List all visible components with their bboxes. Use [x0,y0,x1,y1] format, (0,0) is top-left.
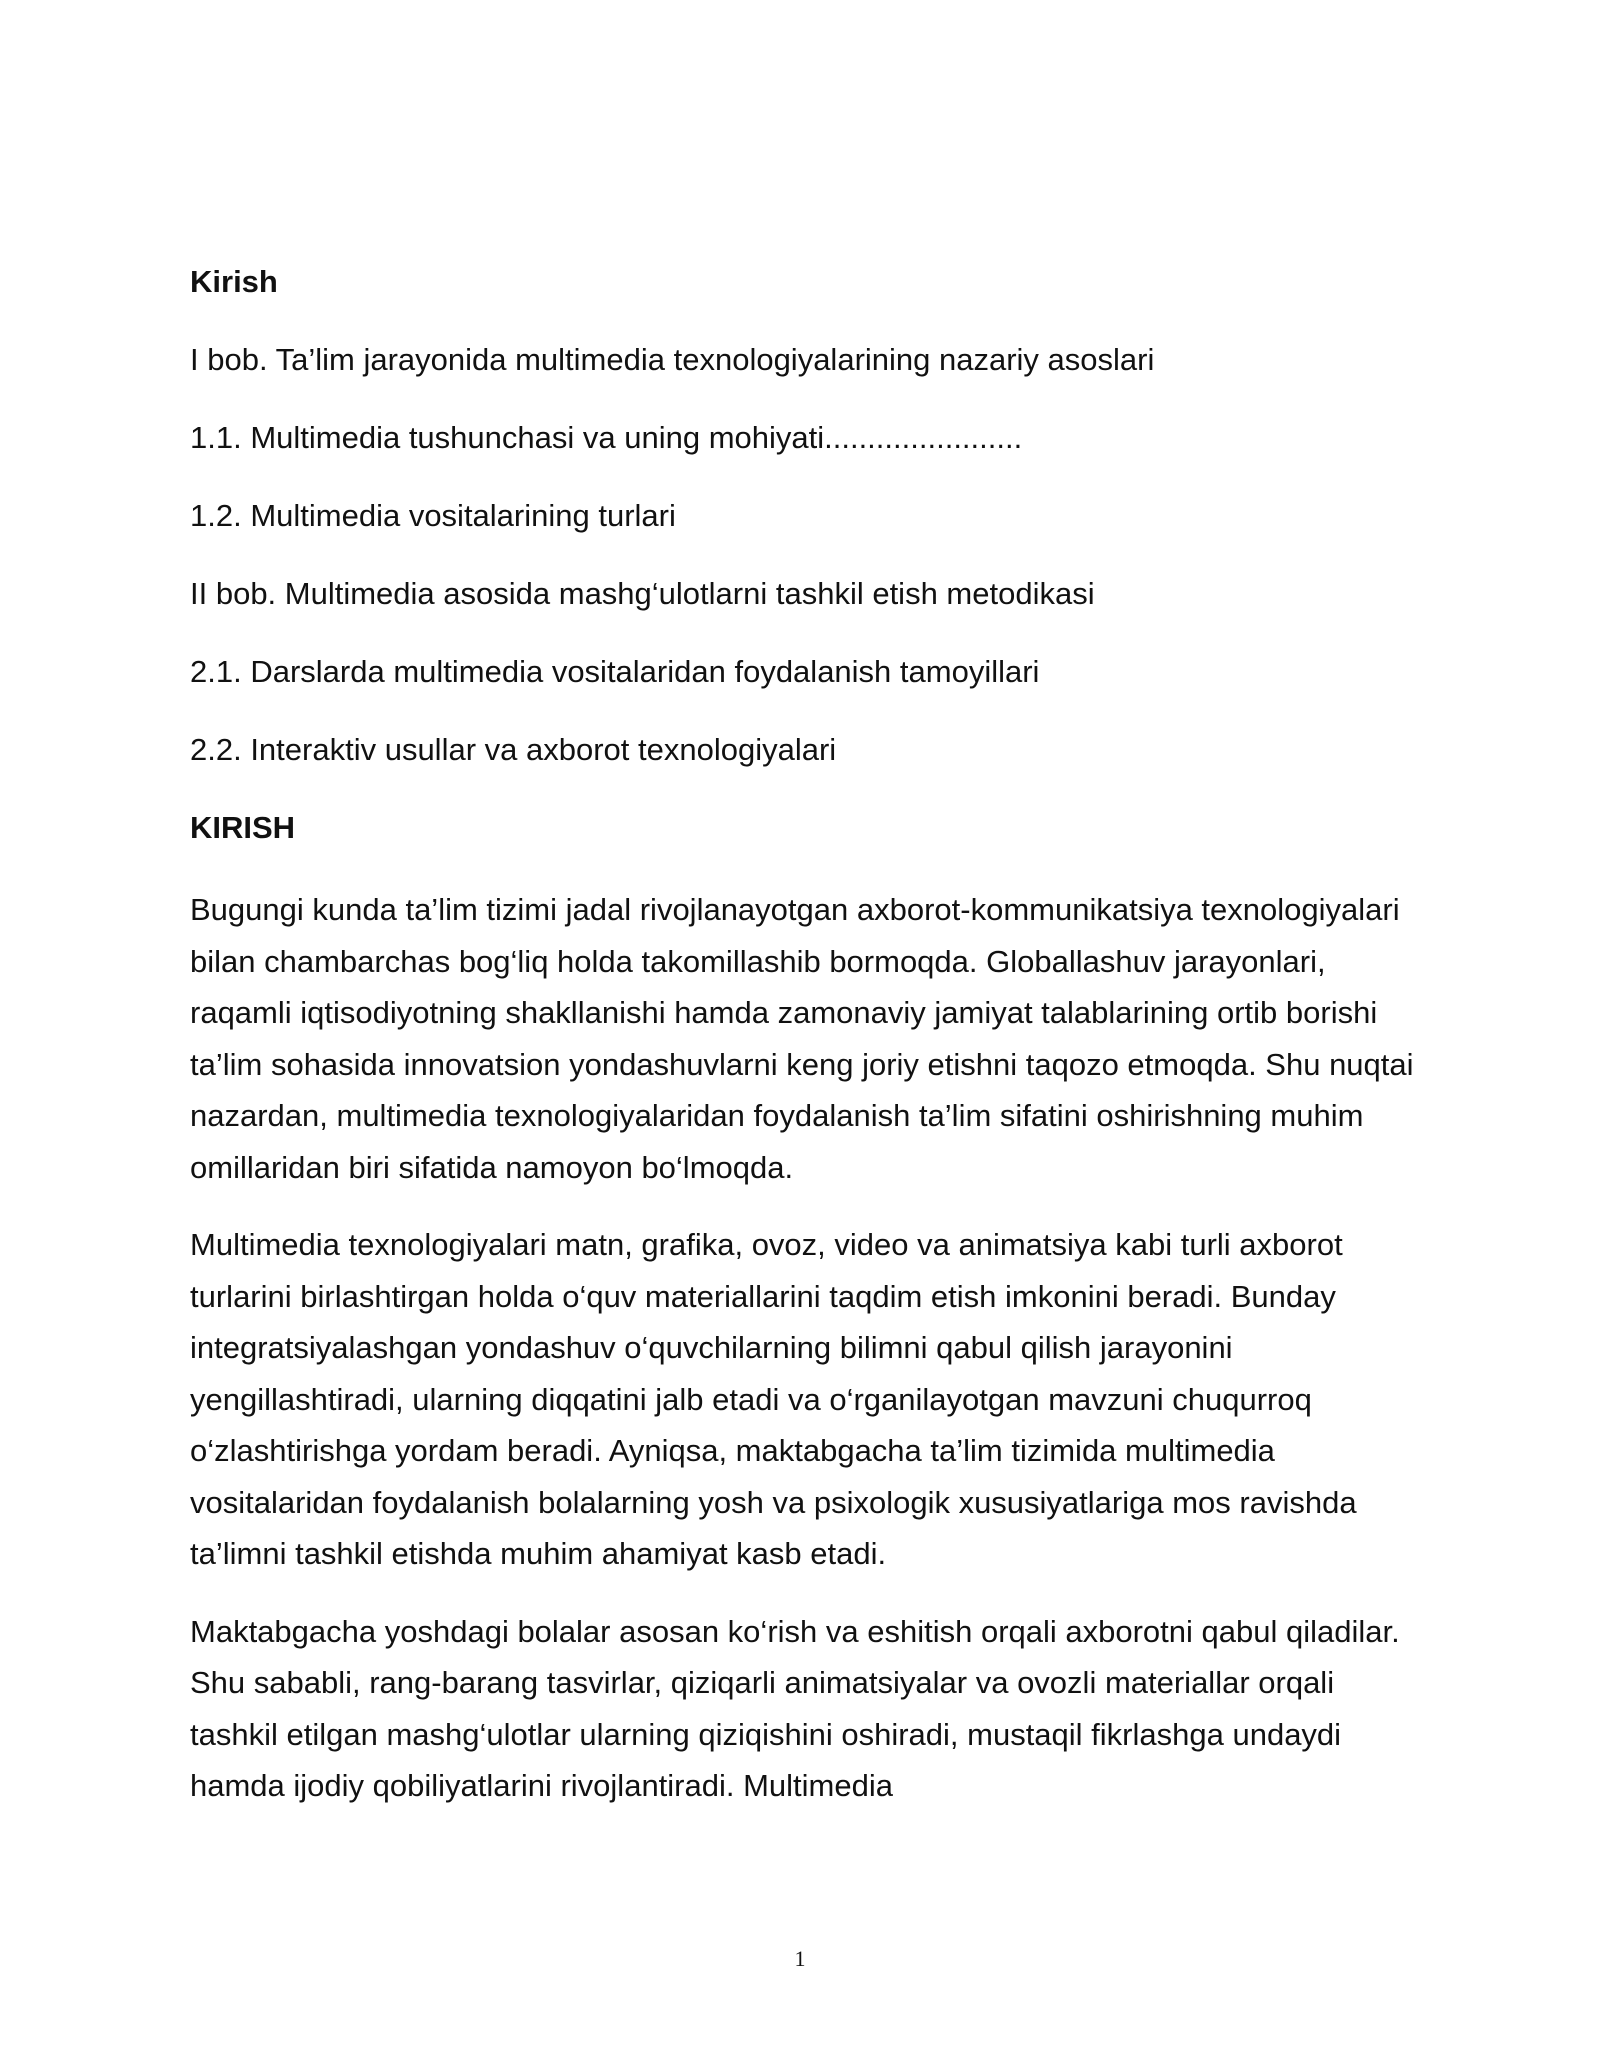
table-of-contents [190,340,1430,770]
toc-item-chapter-2: II bob. Multimedia asosida mashg‘ulotlarni tashkil etish metodikasi [190,576,1095,611]
toc-item-chapter-1: I bob. Ta’lim jarayonida multimedia texnologiyalarining nazariy asoslari [190,342,1155,377]
page-content [190,262,1430,1838]
body-paragraph-3: Maktabgacha yoshdagi bolalar asosan ko‘rish va eshitish orqali axborotni qabul qiladilar. Shu sababli, rang-barang tasvirlar, qiziqarli animatsiyalar va ovozli materiallar orqali tashkil etilgan mashg‘ulotlar ularning qiziqishini oshiradi, mustaqil fikrlashga undaydi hamda ijodiy qobiliyatlarini rivojlantiradi. Multimedia [190,1613,1400,1803]
toc-item-2-2: 2.2. Interaktiv usullar va axborot texnologiyalari [190,732,837,767]
body-paragraph-1: Bugungi kunda ta’lim tizimi jadal rivojlanayotgan axborot-kommunikatsiya texnologiyalari bilan chambarchas bog‘liq holda takomillashib bormoqda. Globallashuv jarayonlari, raqamli iqtisodiyotning shakllanishi hamda zamonaviy jamiyat talablarining ortib borishi ta’lim sohasida innovatsion yondashuvlarni keng joriy etishni taqozo etmoqda. Shu nuqtai nazardan, multimedia texnologiyalaridan foydalanish ta’lim sifatini oshirishning muhim omillaridan biri sifatida namoyon bo‘lmoqda. [190,892,1414,1185]
body-paragraph-2: Multimedia texnologiyalari matn, grafika, ovoz, video va animatsiya kabi turli axborot turlarini birlashtirgan holda o‘quv materiallarini taqdim etish imkonini beradi. Bunday integratsiyalashgan yondashuv o‘quvchilarning bilimni qabul qilish jarayonini yengillashtiradi, ularning diqqatini jalb etadi va o‘rganilayotgan mavzuni chuqurroq o‘zlashtirishga yordam beradi. Ayniqsa, maktabgacha ta’lim tizimida multimedia vositalaridan foydalanish bolalarning yosh va psixologik xususiyatlariga mos ravishda ta’limni tashkil etishda muhim ahamiyat kasb etadi. [190,1227,1357,1571]
toc-heading: Kirish [190,264,278,299]
toc-item-1-2: 1.2. Multimedia vositalarining turlari [190,498,676,533]
page-number: 1 [794,1946,806,1971]
toc-item-2-1: 2.1. Darslarda multimedia vositalaridan foydalanish tamoyillari [190,654,1040,689]
section-title: KIRISH [190,810,296,845]
toc-item-1-1: 1.1. Multimedia tushunchasi va uning mohiyati....................... [190,420,1023,455]
